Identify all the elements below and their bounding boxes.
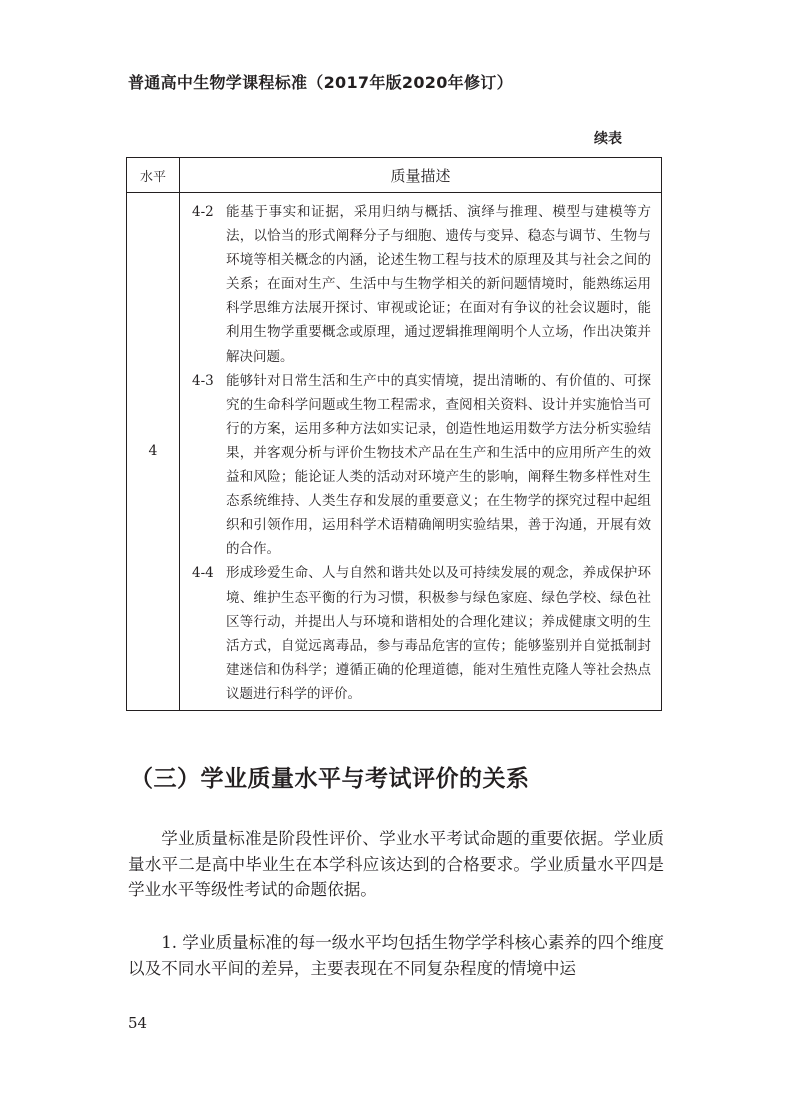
- quality-description-cell: [180, 193, 662, 711]
- body-paragraph: 1. 学业质量标准的每一级水平均包括生物学学科核心素养的四个维度以及不同水平间的差异，主要表现在不同复杂程度的情境中运: [128, 933, 664, 978]
- criterion-text: 形成珍爱生命、人与自然和谐共处以及可持续发展的观念，养成保护环境、维护生态平衡的行为习惯，积极参与绿色家庭、绿色学校、绿色社区等行动，并提出人与环境和谐相处的合理化建议；养成健康文明的生活方式，自觉远离毒品，参与毒品危害的宣传；能够鉴别并自觉抵制封建迷信和伪科学；遵循正确的伦理道德，能对生殖性克隆人等社会热点议题进行科学的评价。: [226, 565, 651, 702]
- criterion-number: 4-2: [192, 204, 214, 220]
- column-header-level: 水平: [127, 158, 180, 193]
- criterion-item: [192, 561, 651, 706]
- criterion-text: 能够针对日常生活和生产中的真实情境，提出清晰的、有价值的、可探究的生命科学问题或生物工程需求，查阅相关资料、设计并实施恰当可行的方案，运用多种方法如实记录，创造性地运用数学方法分析实验结果，并客观分析与评价生物技术产品在生产和生活中的应用所产生的效益和风险；能论证人类的活动对环境产生的影响，阐释生物多样性对生态系统维持、人类生存和发展的重要意义；在生物学的探究过程中起组织和引领作用，运用科学术语精确阐明实验结果，善于沟通，开展有效的合作。: [226, 372, 651, 558]
- academic-quality-table: [126, 157, 662, 711]
- page-number: 54: [128, 1014, 148, 1032]
- level-cell: 4: [127, 193, 180, 711]
- column-header-quality-description: 质量描述: [180, 158, 662, 193]
- criterion-item: [192, 369, 651, 562]
- table-header-row: [127, 158, 662, 193]
- criterion-item: [192, 200, 651, 369]
- table-row: [127, 193, 662, 711]
- body-paragraph: 学业质量标准是阶段性评价、学业水平考试命题的重要依据。学业质量水平二是高中毕业生在本学科应该达到的合格要求。学业质量水平四是学业水平等级性考试的命题依据。: [128, 829, 664, 900]
- running-header-title: 普通高中生物学课程标准（2017年版2020年修订）: [128, 73, 513, 92]
- criterion-number: 4-4: [192, 565, 214, 582]
- section-heading: （三）学业质量水平与考试评价的关系: [130, 766, 530, 792]
- criterion-text: 能基于事实和证据，采用归纳与概括、演绎与推理、模型与建模等方法，以恰当的形式阐释分子与细胞、遗传与变异、稳态与调节、生物与环境等相关概念的内涵，论述生物工程与技术的原理及其与社会之间的关系；在面对生产、生活中与生物学相关的新问题情境时，能熟练运用科学思维方法展开探讨、审视或论证；在面对有争议的社会议题时，能利用生物学重要概念或原理，通过逻辑推理阐明个人立场，作出决策并解决问题。: [226, 204, 651, 365]
- criterion-number: 4-3: [192, 372, 214, 389]
- table-continued-label: 续表: [594, 131, 622, 147]
